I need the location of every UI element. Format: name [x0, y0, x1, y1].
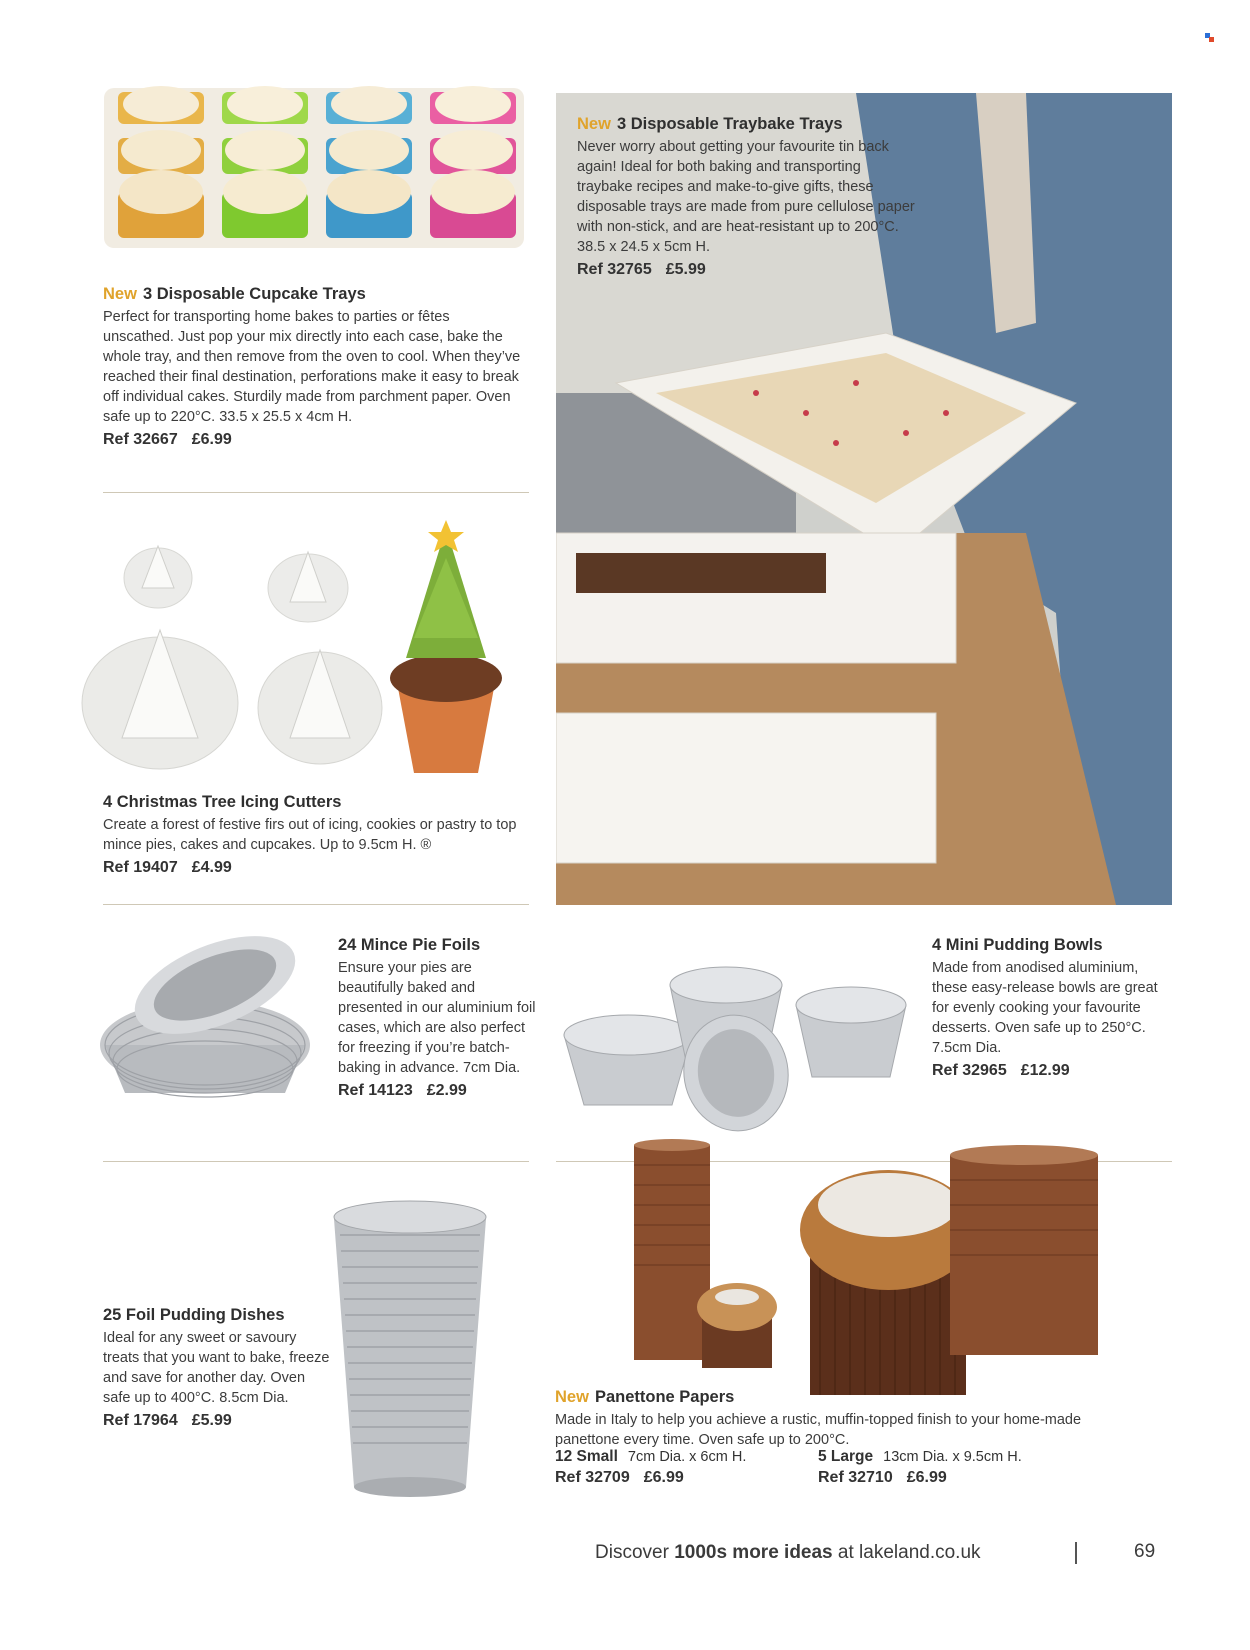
cupcake-tray-image: [104, 82, 524, 257]
footer-separator: [1075, 1542, 1077, 1564]
mince-pie-foils-description: Ensure your pies are beautifully baked and presented in our aluminium foil cases, which are also perfect for freezing if you’re batch-baking in advance. 7cm Dia.: [338, 960, 536, 1076]
new-badge: New: [555, 1388, 589, 1406]
pudding-bowls-ref: [932, 1061, 1172, 1081]
tree-cutters-product: [103, 792, 533, 878]
divider: [103, 492, 529, 493]
panettone-small-price: £6.99: [643, 1469, 684, 1486]
foil-pudding-dishes-title: 25 Foil Pudding Dishes: [103, 1306, 285, 1324]
foil-pudding-dishes-price: £5.99: [191, 1412, 232, 1429]
traybake-ref-number: Ref 32765: [577, 261, 652, 278]
cupcake-tray-title: [103, 284, 523, 305]
panettone-large-dimensions: 13cm Dia. x 9.5cm H.: [883, 1449, 1022, 1465]
new-badge: New: [577, 115, 611, 133]
panettone-large-variant: [818, 1448, 1108, 1487]
tree-cutters-ref-number: Ref 19407: [103, 859, 178, 876]
tree-cutters-ref: [103, 858, 533, 878]
traybake-description: Never worry about getting your favourite tin back again! Ideal for both baking and transporting traybake recipes and make-to-give gifts, these disposable trays are made from pure cellulose paper with non-stick, and are heat-resistant up to 200°C. 38.5 x 24.5 x 5cm H.: [577, 139, 915, 255]
footer-pre: Discover: [595, 1542, 669, 1563]
panettone-small-variant: [555, 1448, 815, 1487]
traybake-product: [577, 114, 917, 280]
cupcake-tray-ref: [103, 430, 523, 450]
pudding-bowls-description: Made from anodised aluminium, these easy-release bowls are great for evenly cooking your favourite desserts. Oven safe up to 250°C. 7.5cm Dia.: [932, 960, 1158, 1056]
new-badge: New: [103, 285, 137, 303]
pudding-bowls-image: [560, 965, 915, 1140]
panettone-small-label: 12 Small: [555, 1448, 618, 1465]
mince-pie-foils-product: [338, 935, 538, 1101]
mince-pie-foils-image: [95, 925, 315, 1110]
traybake-title: [577, 114, 917, 135]
panettone-small-ref: [555, 1469, 815, 1487]
panettone-papers-title: [555, 1387, 1115, 1408]
panettone-papers-description: Made in Italy to help you achieve a rustic, muffin-topped finish to your home-made panettone every time. Oven safe up to 200°C.: [555, 1412, 1082, 1448]
cupcake-tray-price: £6.99: [191, 431, 232, 448]
cupcake-tray-product: [103, 284, 523, 450]
foil-pudding-dishes-description: Ideal for any sweet or savoury treats that you want to bake, freeze and save for another day. Oven safe up to 400°C. 8.5cm Dia.: [103, 1330, 330, 1406]
cupcake-tray-name: 3 Disposable Cupcake Trays: [142, 285, 366, 303]
panettone-papers-image: [630, 1135, 1100, 1400]
panettone-small-ref-number: Ref 32709: [555, 1469, 630, 1486]
pudding-bowls-price: £12.99: [1020, 1062, 1070, 1079]
divider: [103, 1161, 529, 1162]
panettone-small-size: [555, 1448, 815, 1466]
foil-pudding-dishes-product: [103, 1305, 333, 1431]
footer-tagline: [595, 1542, 981, 1564]
panettone-large-ref: [818, 1469, 1108, 1487]
panettone-large-price: £6.99: [906, 1469, 947, 1486]
mince-pie-foils-title: 24 Mince Pie Foils: [338, 936, 481, 954]
tree-cutters-price: £4.99: [191, 859, 232, 876]
mince-pie-foils-ref-number: Ref 14123: [338, 1082, 413, 1099]
divider: [103, 904, 529, 905]
footer-bold: 1000s more ideas: [674, 1542, 833, 1563]
page-number: 69: [1134, 1541, 1156, 1562]
pudding-bowls-product: [932, 935, 1172, 1081]
mince-pie-foils-price: £2.99: [426, 1082, 467, 1099]
corner-mark-icon: [1205, 33, 1214, 42]
traybake-ref: [577, 260, 917, 280]
foil-pudding-dishes-image: [330, 1195, 490, 1500]
panettone-papers-product: [555, 1387, 1115, 1450]
tree-cutters-title: 4 Christmas Tree Icing Cutters: [103, 793, 342, 811]
tree-cutters-image: [80, 518, 535, 793]
panettone-large-label: 5 Large: [818, 1448, 874, 1465]
foil-pudding-dishes-ref: [103, 1411, 333, 1431]
mince-pie-foils-ref: [338, 1081, 538, 1101]
pudding-bowls-title: 4 Mini Pudding Bowls: [932, 936, 1103, 954]
traybake-name: 3 Disposable Traybake Trays: [616, 115, 843, 133]
foil-pudding-dishes-ref-number: Ref 17964: [103, 1412, 178, 1429]
cupcake-tray-ref-number: Ref 32667: [103, 431, 178, 448]
panettone-papers-name: Panettone Papers: [594, 1388, 735, 1406]
footer-link[interactable]: at lakeland.co.uk: [837, 1542, 981, 1563]
panettone-large-ref-number: Ref 32710: [818, 1469, 893, 1486]
panettone-large-size: [818, 1448, 1108, 1466]
panettone-small-dimensions: 7cm Dia. x 6cm H.: [627, 1449, 747, 1465]
tree-cutters-description: Create a forest of festive firs out of icing, cookies or pastry to top mince pies, cakes and cupcakes. Up to 9.5cm H. ®: [103, 817, 517, 853]
pudding-bowls-ref-number: Ref 32965: [932, 1062, 1007, 1079]
cupcake-tray-description: Perfect for transporting home bakes to parties or fêtes unscathed. Just pop your mix directly into each case, bake the whole tray, and then remove from the oven to cool. When they’ve reached their final destination, perforations make it easy to break off individual cakes. Sturdily made from parchment paper. Oven safe up to 220°C. 33.5 x 25.5 x 4cm H.: [103, 309, 521, 425]
traybake-price: £5.99: [665, 261, 706, 278]
